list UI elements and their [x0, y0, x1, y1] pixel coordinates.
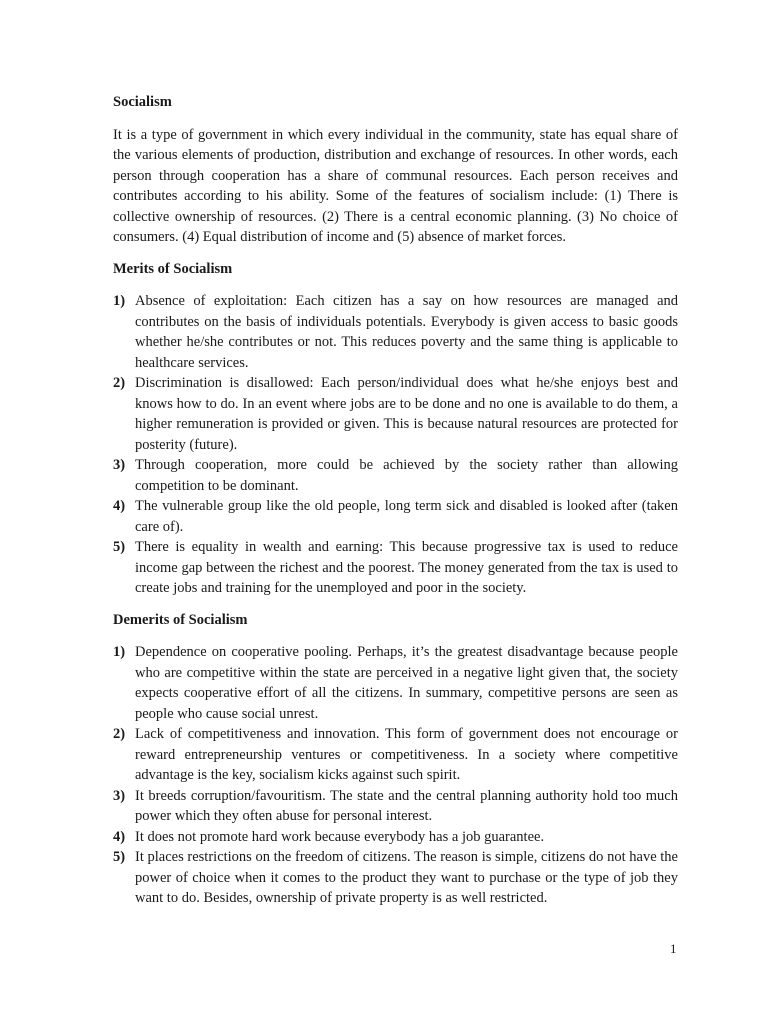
- page-title: Socialism: [113, 94, 172, 110]
- list-item: [113, 537, 678, 599]
- intro-paragraph: It is a type of government in which every individual in the community, state has equal share of the various elements of production, distribution and exchange of resources. In other words, each person through cooperation has a share of communal resources. Each person receives and contributes according to his ability. Some of the features of socialism include: (1) There is collective ownership of resources. (2) There is a central economic planning. (3) No choice of consumers. (4) Equal distribution of income and (5) absence of market forces.: [113, 126, 678, 245]
- list-item: [113, 724, 678, 786]
- list-item: [113, 291, 678, 373]
- document-body: [113, 92, 678, 909]
- page-number: 1: [670, 941, 677, 956]
- list-text: Absence of exploitation: Each citizen has a say on how resources are managed and contributes on the basis of individuals potentials. Everybody is given access to basic goods whether he/she contributes or not. This reduces poverty and the same thing is applicable to healthcare services.: [135, 293, 678, 371]
- list-item: [113, 847, 678, 909]
- list-text: The vulnerable group like the old people, long term sick and disabled is looked after (taken care of).: [135, 498, 678, 535]
- list-text: Dependence on cooperative pooling. Perhaps, it’s the greatest disadvantage because people who are competitive within the state are perceived in a negative light given that, the society expects cooperative effort of all the citizens. In summary, competitive persons are seen as people who cause social unrest.: [135, 644, 678, 722]
- merits-list: [113, 291, 678, 599]
- list-item: [113, 827, 678, 848]
- list-item: [113, 496, 678, 537]
- list-text: There is equality in wealth and earning: This because progressive tax is used to reduce income gap between the richest and the poorest. The money generated from the tax is used to create jobs and training for the unemployed and poor in the society.: [135, 539, 678, 596]
- list-number: 4): [113, 828, 126, 845]
- list-text: It breeds corruption/favouritism. The state and the central planning authority hold too much power which they often abuse for personal interest.: [135, 787, 678, 824]
- list-text: Discrimination is disallowed: Each person/individual does what he/she enjoys best and knows how to do. In an event where jobs are to be done and no one is available to do them, a higher remuneration is provided or given. This is because natural resources are protected for posterity (future).: [135, 375, 678, 453]
- list-number: 4): [113, 498, 126, 514]
- list-text: It does not promote hard work because everybody has a job guarantee.: [135, 828, 545, 845]
- list-item: [113, 373, 678, 455]
- merits-heading: Merits of Socialism: [113, 260, 233, 277]
- demerits-heading: Demerits of Socialism: [113, 611, 248, 628]
- demerits-list: [113, 642, 678, 909]
- list-item: [113, 455, 678, 496]
- list-text: Through cooperation, more could be achieved by the society rather than allowing competition to be dominant.: [135, 457, 678, 494]
- list-number: 3): [113, 787, 126, 804]
- list-number: 2): [113, 375, 126, 391]
- list-item: [113, 642, 678, 724]
- list-number: 3): [113, 457, 126, 473]
- list-text: It places restrictions on the freedom of citizens. The reason is simple, citizens do not have the power of choice when it comes to the product they want to purchase or the type of job they want to do. Besides, ownership of private property is as well restricted.: [135, 849, 678, 906]
- list-number: 1): [113, 644, 126, 660]
- list-number: 2): [113, 726, 126, 742]
- list-number: 1): [113, 293, 126, 309]
- list-number: 5): [113, 539, 126, 555]
- list-text: Lack of competitiveness and innovation. This form of government does not encourage or reward entrepreneurship ventures or competitiveness. In a society where competitive advantage is the key, socialism kicks against such spirit.: [135, 726, 678, 783]
- list-number: 5): [113, 849, 126, 865]
- list-item: [113, 786, 678, 827]
